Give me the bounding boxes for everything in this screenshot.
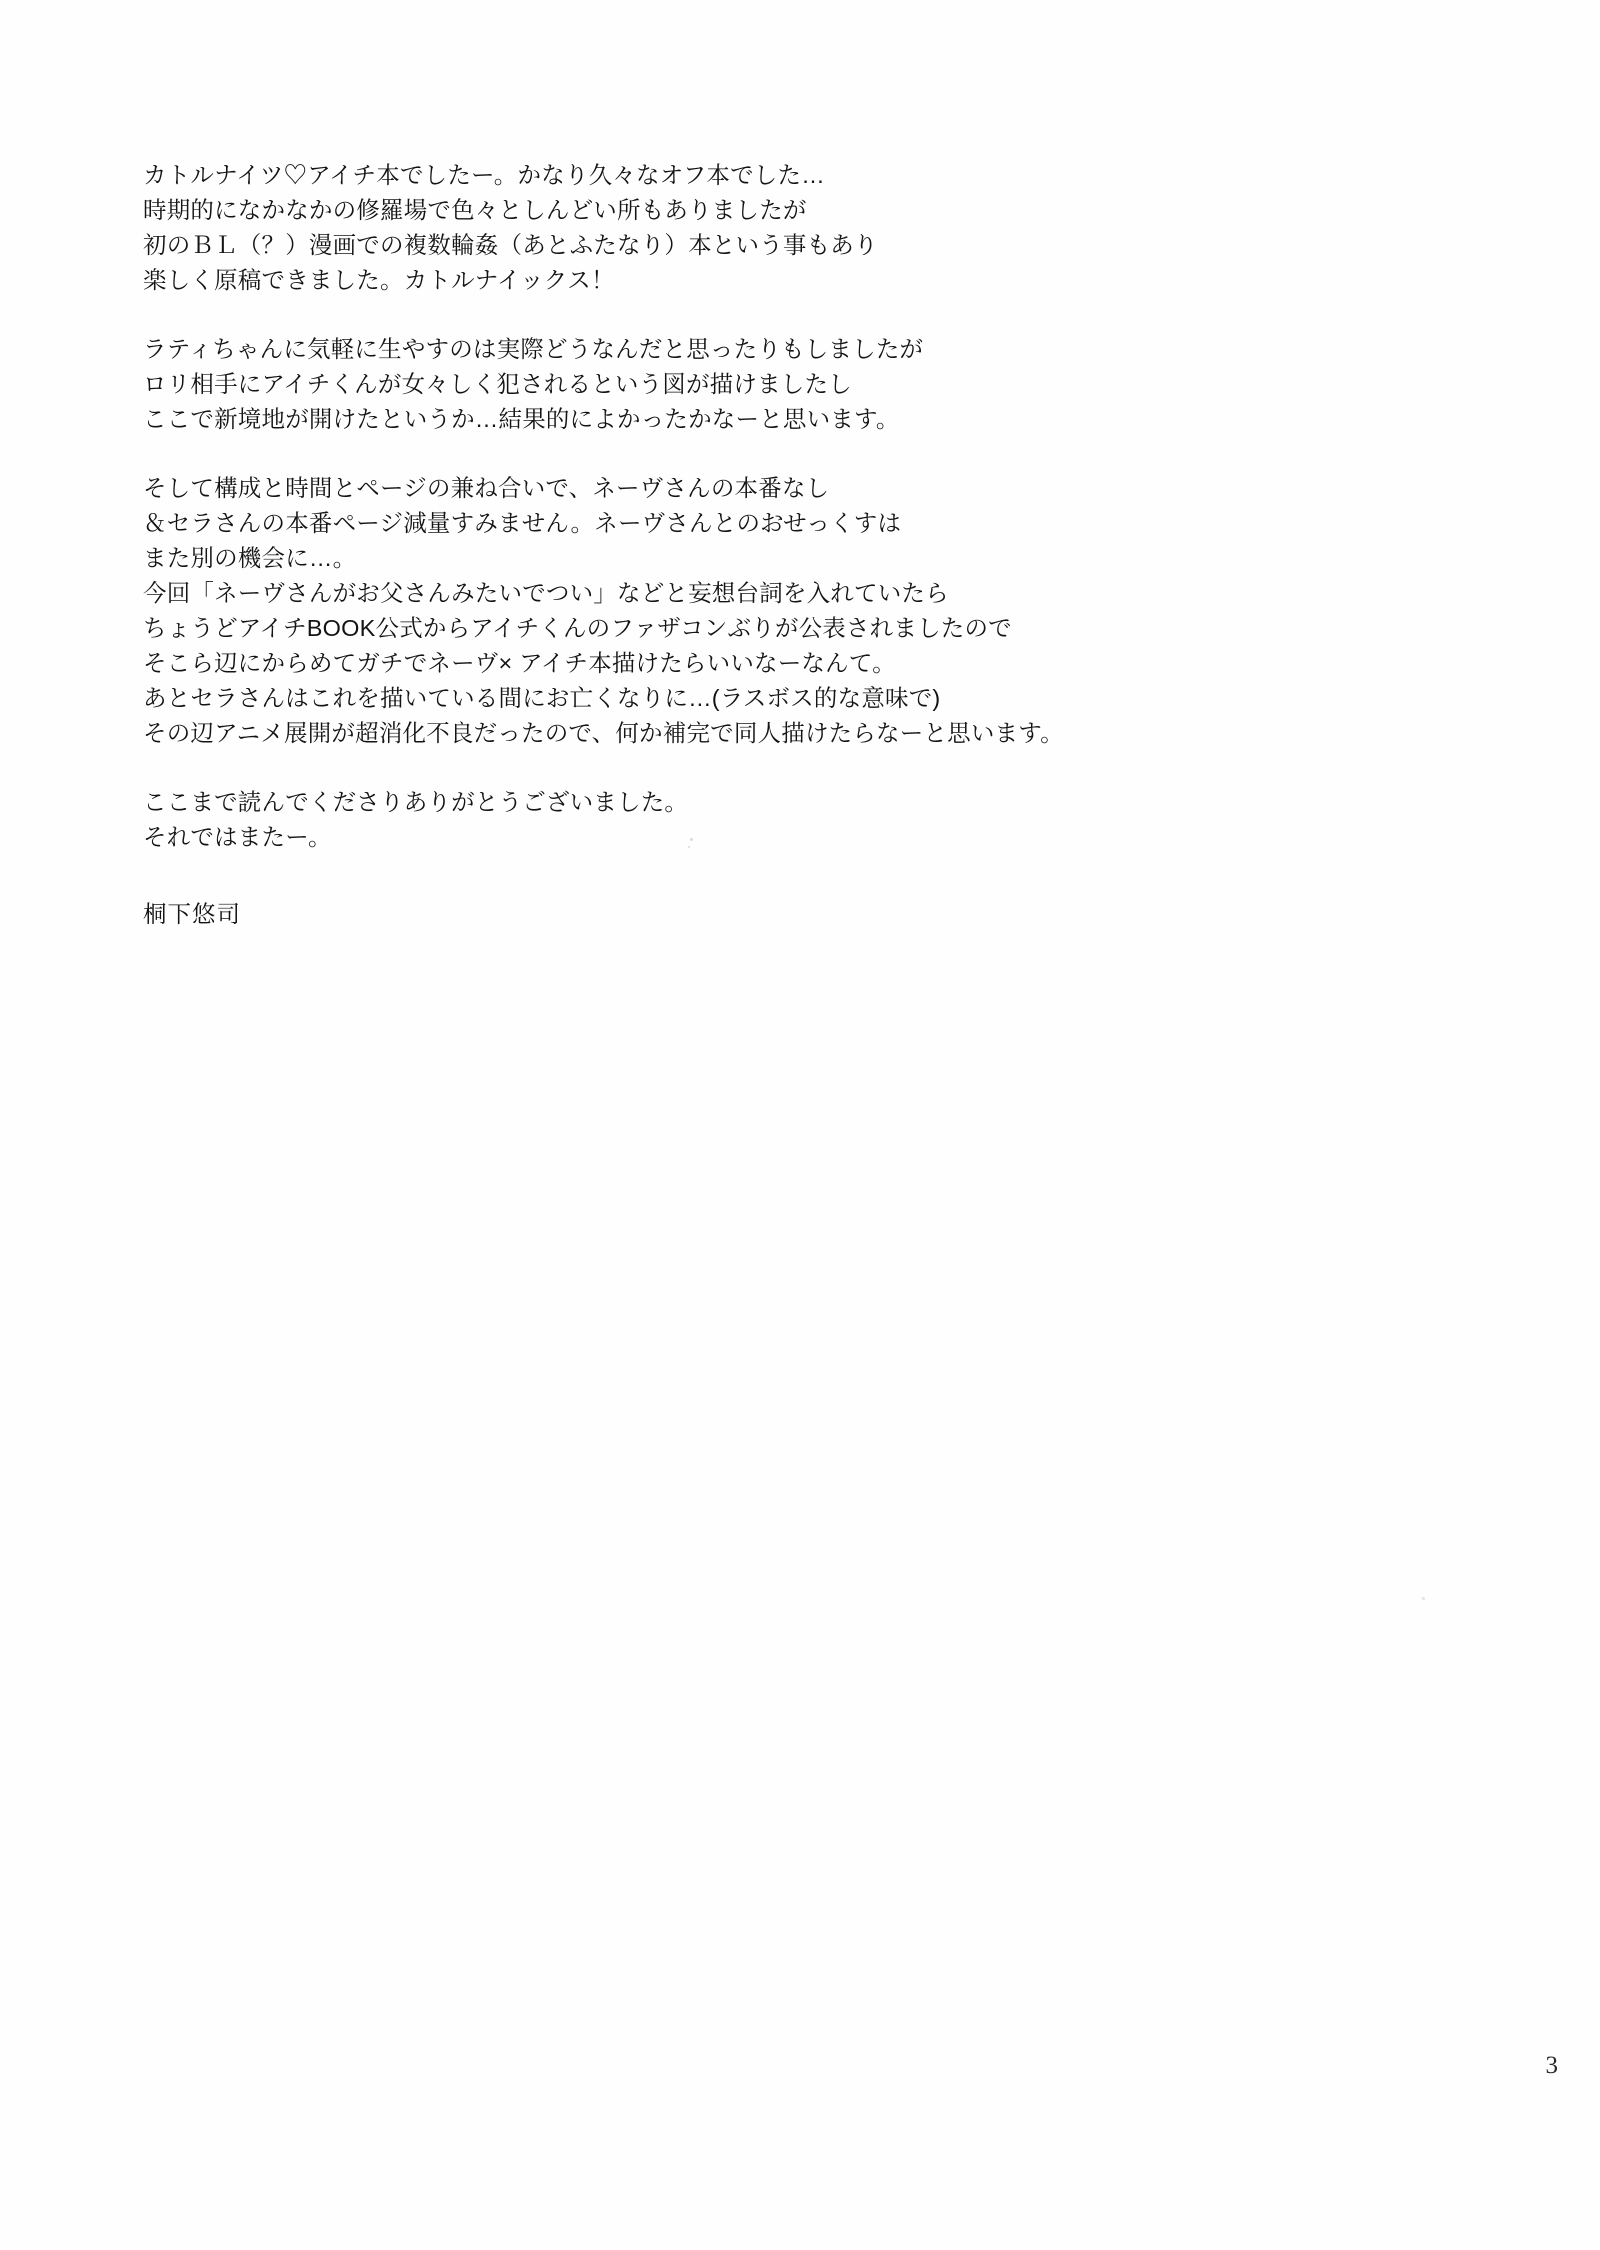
paragraph-2: [143, 332, 1403, 437]
paragraph-3-line-4: 今回「ネーヴさんがお父さんみたいでつい」などと妄想台詞を入れていたら: [143, 580, 949, 606]
paragraph-1: [143, 158, 1403, 298]
paragraph-3: [143, 471, 1403, 751]
paper-speck: [690, 838, 693, 841]
paragraph-3-line-2: ＆セラさんの本番ページ減量すみません。ネーヴさんとのおせっくすは: [143, 510, 902, 536]
paragraph-2-line-1: ラティちゃんに気軽に生やすのは実際どうなんだと思ったりもしましたが: [143, 336, 924, 362]
paper-speck: [688, 846, 690, 848]
paragraph-1-line-2: 時期的になかなかの修羅場で色々としんどい所もありましたが: [143, 197, 807, 223]
paper-speck: [1422, 1597, 1425, 1600]
paragraph-3-line-6: そこら辺にからめてガチでネーヴ× アイチ本描けたらいいなーなんて。: [143, 650, 896, 676]
paragraph-1-line-3: 初のＢＬ（？）漫画での複数輪姦（あとふたなり）本という事もあり: [143, 232, 878, 258]
paragraph-4: [143, 785, 1403, 855]
paragraph-4-line-2: それではまたー。: [143, 824, 332, 850]
paragraph-2-line-3: ここで新境地が開けたというか…結果的によかったかなーと思います。: [143, 406, 900, 432]
paragraph-3-line-1: そして構成と時間とページの兼ね合いで、ネーヴさんの本番なし: [143, 475, 830, 501]
afterword-text-block: [143, 158, 1403, 855]
paragraph-3-line-3: また別の機会に…。: [143, 545, 357, 571]
paragraph-4-line-1: ここまで読んでくださりありがとうございました。: [143, 789, 689, 815]
author-signature: 桐下悠司: [143, 901, 241, 927]
page-number: 3: [1545, 2052, 1558, 2079]
paragraph-3-line-8: その辺アニメ展開が超消化不良だったので、何か補完で同人描けたらなーと思います。: [143, 720, 1064, 746]
paragraph-3-line-7: あとセラさんはこれを描いている間にお亡くなりに…(ラスボス的な意味で): [143, 685, 941, 711]
paragraph-1-line-1: カトルナイツ♡アイチ本でしたー。かなり久々なオフ本でした…: [143, 162, 825, 188]
paragraph-3-line-5: ちょうどアイチBOOK公式からアイチくんのファザコンぶりが公表されましたので: [143, 615, 1012, 641]
paragraph-1-line-4: 楽しく原稿できました。カトルナイックス！: [143, 267, 615, 293]
paragraph-2-line-2: ロリ相手にアイチくんが女々しく犯されるという図が描けましたし: [143, 371, 852, 397]
